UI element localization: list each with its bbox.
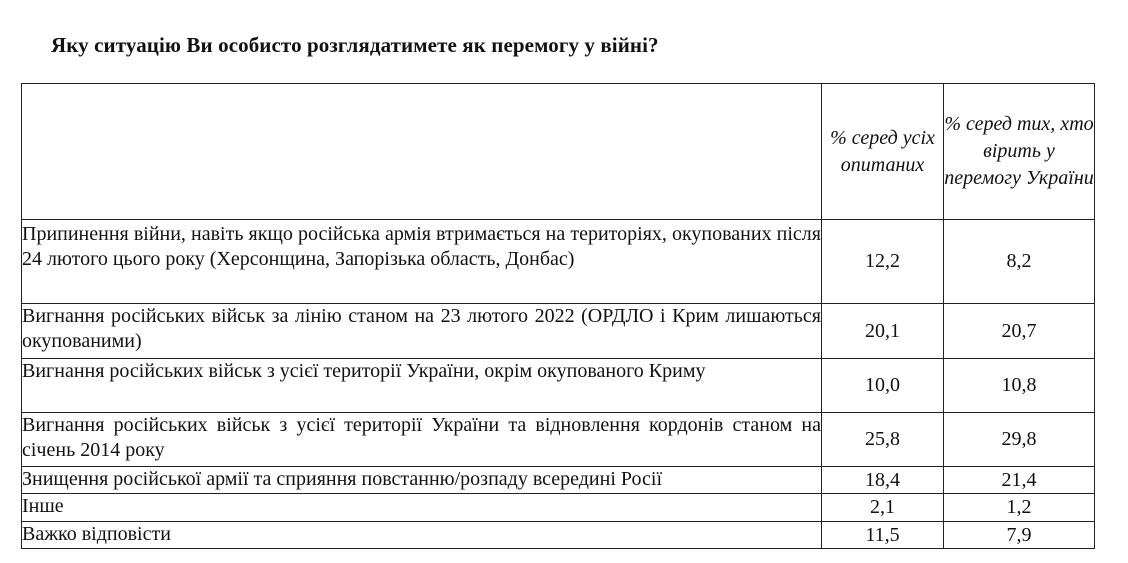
row-label: Вигнання російських військ з усієї території України, окрім окупованого Криму: [22, 359, 822, 413]
value-all-respondents: 12,2: [822, 220, 944, 304]
value-all-respondents: 25,8: [822, 413, 944, 467]
value-all-respondents: 10,0: [822, 359, 944, 413]
value-believers: 20,7: [944, 304, 1095, 359]
survey-table: [21, 83, 1095, 549]
value-believers: 10,8: [944, 359, 1095, 413]
value-all-respondents: 2,1: [822, 494, 944, 522]
value-all-respondents: 18,4: [822, 467, 944, 494]
row-label: Знищення російської армії та сприяння повстанню/розпаду всередині Росії: [22, 467, 822, 494]
table-row: [22, 220, 1095, 304]
header-all-respondents: % серед усіх опитаних: [822, 84, 944, 220]
table-row: [22, 494, 1095, 522]
value-believers: 7,9: [944, 522, 1095, 549]
header-believers-in-victory: % серед тих, хто вірить у перемогу України: [944, 84, 1095, 220]
row-label: Інше: [22, 494, 822, 522]
value-all-respondents: 20,1: [822, 304, 944, 359]
value-believers: 1,2: [944, 494, 1095, 522]
table-row: [22, 522, 1095, 549]
row-label: Вигнання російських військ за лінію станом на 23 лютого 2022 (ОРДЛО і Крим лишаються окупованими): [22, 304, 822, 359]
row-label: Важко відповісти: [22, 522, 822, 549]
header-label-cell: [22, 84, 822, 220]
value-all-respondents: 11,5: [822, 522, 944, 549]
value-believers: 21,4: [944, 467, 1095, 494]
row-label: Припинення війни, навіть якщо російська армія втримається на територіях, окупованих після 24 лютого цього року (Херсонщина, Запорізька область, Донбас): [22, 220, 822, 304]
value-believers: 8,2: [944, 220, 1095, 304]
value-believers: 29,8: [944, 413, 1095, 467]
table-header-row: [22, 84, 1095, 220]
table-row: [22, 467, 1095, 494]
page-title: Яку ситуацію Ви особисто розглядатимете як перемогу у війні?: [51, 33, 659, 57]
table-row: [22, 413, 1095, 467]
row-label: Вигнання російських військ з усієї території України та відновлення кордонів станом на січень 2014 року: [22, 413, 822, 467]
table-row: [22, 359, 1095, 413]
table-row: [22, 304, 1095, 359]
